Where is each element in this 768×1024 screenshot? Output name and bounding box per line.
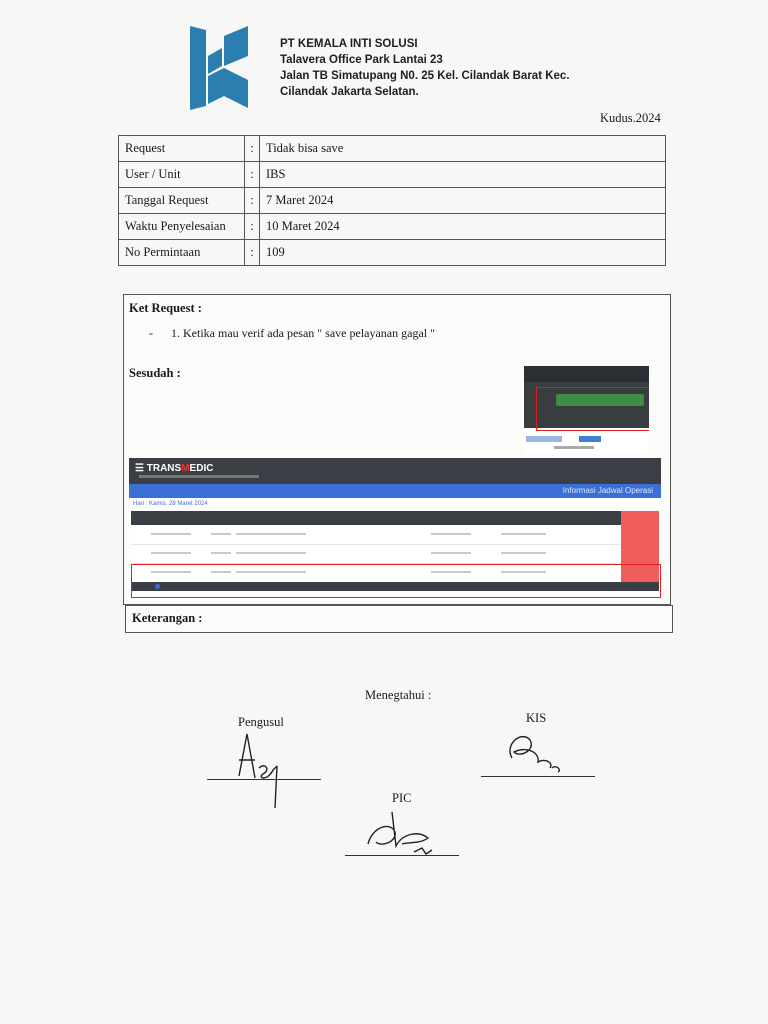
field-separator: : <box>245 214 260 240</box>
field-value: 109 <box>260 240 666 266</box>
company-info <box>280 36 570 100</box>
proposer-signature <box>225 730 295 810</box>
field-separator: : <box>245 136 260 162</box>
signature-line <box>207 779 321 780</box>
field-separator: : <box>245 162 260 188</box>
address-line: Jalan TB Simatupang N0. 25 Kel. Cilandak Barat Kec. <box>280 70 570 82</box>
signature-line <box>345 855 459 856</box>
app-table-header <box>131 511 659 525</box>
field-separator: : <box>245 188 260 214</box>
ket-request-item <box>149 326 435 341</box>
app-brand: ☰ TRANSMEDIC <box>135 463 214 474</box>
field-value: Tidak bisa save <box>260 136 666 162</box>
kis-signature <box>500 728 570 776</box>
dialog-line <box>554 446 594 449</box>
highlight-box <box>536 387 649 431</box>
place-date: Kudus.2024 <box>600 111 661 125</box>
pic-signature <box>362 808 442 860</box>
list-dash: - <box>149 326 153 340</box>
app-date: Hari : Kamis, 28 Maret 2024 <box>133 501 208 507</box>
field-label: User / Unit <box>119 162 245 188</box>
table-row <box>119 240 666 266</box>
app-table-row <box>131 526 659 545</box>
app-screenshot <box>129 458 661 602</box>
sesudah-box <box>123 358 671 605</box>
field-value: 10 Maret 2024 <box>260 214 666 240</box>
dialog-titlebar <box>524 366 649 382</box>
table-row <box>119 214 666 240</box>
ket-request-box <box>123 294 671 360</box>
pic-label: PIC <box>392 791 412 805</box>
highlight-row <box>131 564 661 598</box>
signature-line <box>481 776 595 777</box>
field-label: Request <box>119 136 245 162</box>
field-label: Waktu Penyelesaian <box>119 214 245 240</box>
app-table-row <box>131 545 659 564</box>
company-name: PT KEMALA INTI SOLUSI <box>280 38 418 50</box>
keterangan-box <box>125 605 673 633</box>
table-row <box>119 136 666 162</box>
request-info-table <box>118 135 666 266</box>
field-label: Tanggal Request <box>119 188 245 214</box>
dialog-input <box>526 436 562 442</box>
kis-label: KIS <box>526 711 547 725</box>
field-value: IBS <box>260 162 666 188</box>
keterangan-title: Keterangan : <box>132 611 203 625</box>
sesudah-title: Sesudah : <box>129 366 181 380</box>
app-banner-text: Informasi Jadwal Operasi <box>562 486 653 495</box>
field-separator: : <box>245 240 260 266</box>
ket-request-text: 1. Ketika mau verif ada pesan " save pelayanan gagal " <box>171 326 436 340</box>
table-row <box>119 188 666 214</box>
dialog-button <box>579 436 601 442</box>
app-subtitle <box>139 475 259 478</box>
table-row <box>119 162 666 188</box>
company-logo <box>188 26 250 110</box>
field-label: No Permintaan <box>119 240 245 266</box>
address-line: Talavera Office Park Lantai 23 <box>280 54 443 66</box>
dialog-screenshot <box>524 366 649 454</box>
address-line: Cilandak Jakarta Selatan. <box>280 86 419 98</box>
acknowledged-label: Menegtahui : <box>365 688 432 702</box>
ket-request-title: Ket Request : <box>129 301 202 315</box>
proposer-label: Pengusul <box>238 715 284 729</box>
field-value: 7 Maret 2024 <box>260 188 666 214</box>
